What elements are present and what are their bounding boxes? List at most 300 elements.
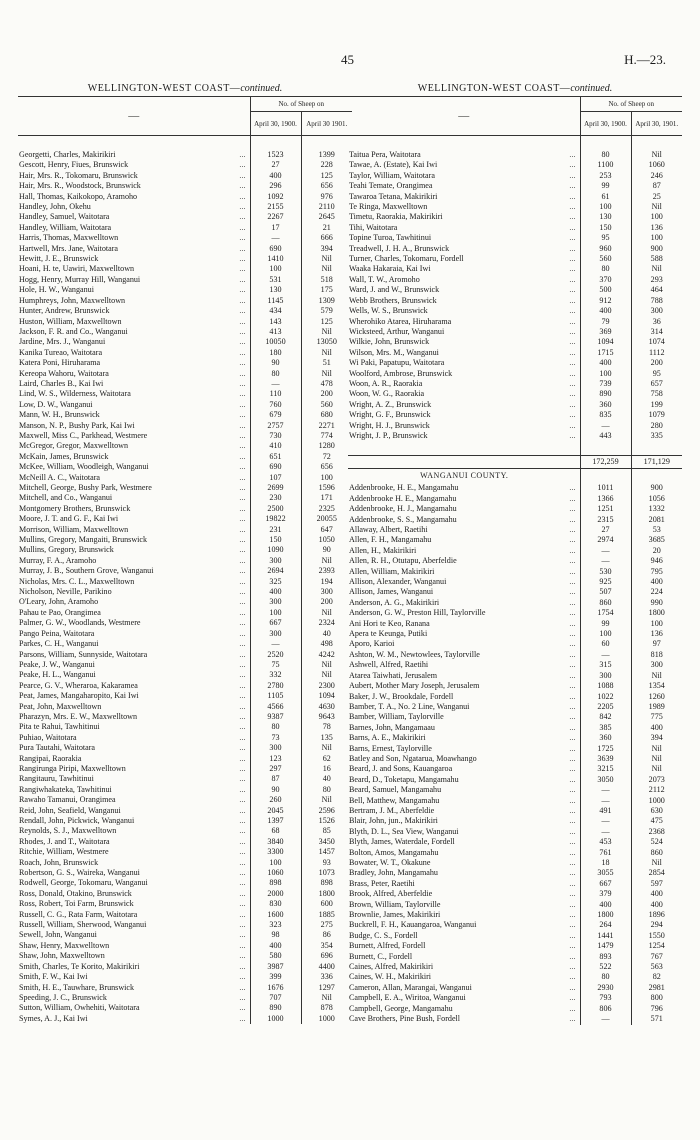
leader-dots: ... <box>569 660 576 670</box>
left-header-1901: April 30 1901. <box>301 112 352 136</box>
table-row <box>348 993 682 1003</box>
sheep-1901: 2596 <box>301 806 352 816</box>
table-row <box>18 650 352 660</box>
leader-dots: ... <box>569 701 576 711</box>
leader-dots: ... <box>239 868 246 878</box>
leader-dots: ... <box>239 337 246 347</box>
leader-dots: ... <box>569 962 576 972</box>
holder-name: Handley, William, Waitotara ... <box>18 223 250 233</box>
sheep-1901: 36 <box>631 317 682 327</box>
sheep-1901: Nil <box>301 795 352 805</box>
holder-name: Tihi, Waitotara ... <box>348 223 580 233</box>
sheep-1901: 1060 <box>631 160 682 170</box>
table-row <box>348 494 682 504</box>
sheep-1901: 464 <box>631 285 682 295</box>
sheep-1900: 400 <box>580 306 631 316</box>
holder-name: Ashwell, Alfred, Raetihi ... <box>348 660 580 670</box>
holder-name: Buckrell, F. H., Kauangaroa, Wanganui ... <box>348 920 580 930</box>
leader-dots: ... <box>239 202 246 212</box>
sheep-1900: 2155 <box>250 202 301 212</box>
sheep-1900: 360 <box>580 400 631 410</box>
table-row <box>348 535 682 545</box>
table-row <box>348 983 682 993</box>
table-row <box>18 785 352 795</box>
table-row <box>348 889 682 899</box>
leader-dots: ... <box>239 274 246 284</box>
table-row <box>18 452 352 462</box>
holder-name: Russell, C. G., Rata Farm, Waitotara ... <box>18 910 250 920</box>
leader-dots: ... <box>239 826 246 836</box>
holder-name: Aporo, Karioi ... <box>348 639 580 649</box>
table-row <box>18 702 352 712</box>
sheep-1900: 18 <box>580 858 631 868</box>
leader-dots: ... <box>569 295 576 305</box>
sheep-1900: 1092 <box>250 192 301 202</box>
right-header-1901: April 30, 1901. <box>631 112 682 136</box>
leader-dots: ... <box>569 410 576 420</box>
leader-dots: ... <box>569 358 576 368</box>
sheep-1901: 86 <box>301 930 352 940</box>
holder-name: Wright, G. F., Brunswick ... <box>348 410 580 420</box>
sheep-1901: 680 <box>301 410 352 420</box>
sheep-1900: 253 <box>580 171 631 181</box>
sheep-1901: 1896 <box>631 910 682 920</box>
leader-dots: ... <box>239 940 246 950</box>
table-row <box>18 910 352 920</box>
sheep-1901: 394 <box>631 733 682 743</box>
table-row <box>348 306 682 316</box>
table-row <box>18 660 352 670</box>
sheep-1900: 1676 <box>250 983 301 993</box>
table-row <box>348 275 682 285</box>
leader-dots: ... <box>239 732 246 742</box>
leader-dots: ... <box>569 577 576 587</box>
sheep-1900: 369 <box>580 327 631 337</box>
sheep-1901: 400 <box>631 900 682 910</box>
leader-dots: ... <box>239 701 246 711</box>
sheep-1901: Nil <box>631 744 682 754</box>
holder-name: Peake, H. L., Wanganui ... <box>18 670 250 680</box>
sheep-1900: 260 <box>250 795 301 805</box>
holder-name: Campbell, George, Mangamahu ... <box>348 1004 580 1014</box>
sheep-1900: 95 <box>580 233 631 243</box>
leader-dots: ... <box>569 587 576 597</box>
leader-dots: ... <box>569 878 576 888</box>
table-row <box>348 525 682 535</box>
holder-name: Bell, Matthew, Mangamahu ... <box>348 796 580 806</box>
right-column-title: WELLINGTON-WEST COAST—continued. <box>417 83 613 94</box>
sheep-1901: 100 <box>301 473 352 483</box>
leader-dots: ... <box>239 774 246 784</box>
sheep-1900: 150 <box>250 535 301 545</box>
table-row <box>348 327 682 337</box>
holder-name: Wall, T. W., Aromoho ... <box>348 275 580 285</box>
leader-dots: ... <box>239 878 246 888</box>
table-row <box>348 379 682 389</box>
table-row <box>348 733 682 743</box>
left-header-1900: April 30, 1900. <box>250 112 301 136</box>
table-row <box>18 202 352 212</box>
total-1901: 171,129 <box>631 456 682 469</box>
sheep-1900: 297 <box>250 764 301 774</box>
sheep-1900: 1060 <box>250 868 301 878</box>
sheep-1900: 27 <box>250 160 301 170</box>
holder-name: Pharazyn, Mrs. E. W., Maxwelltown ... <box>18 712 250 722</box>
sheep-1901: Nil <box>631 671 682 681</box>
sheep-1900: 1800 <box>580 910 631 920</box>
sheep-1900: 1600 <box>250 910 301 920</box>
holder-name: Bamber, William, Taylorville ... <box>348 712 580 722</box>
holder-name: Pearce, G. V., Wheraroa, Kakaramea ... <box>18 681 250 691</box>
table-row <box>348 431 682 441</box>
leader-dots: ... <box>569 306 576 316</box>
sheep-1901: 62 <box>301 754 352 764</box>
holder-name: Hoani, H. te, Uawiri, Maxwelltown ... <box>18 264 250 274</box>
sheep-1900: 100 <box>580 202 631 212</box>
total-row <box>348 456 682 469</box>
holder-name: Bamber, T. A., No. 2 Line, Wanganui ... <box>348 702 580 712</box>
sheep-1901: 800 <box>631 993 682 1003</box>
leader-dots: ... <box>569 347 576 357</box>
leader-dots: ... <box>569 733 576 743</box>
sheep-1901: 9643 <box>301 712 352 722</box>
table-row <box>348 629 682 639</box>
holder-name: Kanika Tureao, Waitotara ... <box>18 348 250 358</box>
sheep-1900: 130 <box>580 212 631 222</box>
sheep-1901: 1885 <box>301 910 352 920</box>
sheep-1900: 385 <box>580 723 631 733</box>
leader-dots: ... <box>569 514 576 524</box>
holder-name: Huston, William, Maxwelltown ... <box>18 317 250 327</box>
leader-dots: ... <box>239 836 246 846</box>
table-row <box>18 473 352 483</box>
holder-name: Blyth, James, Waterdale, Fordell ... <box>348 837 580 847</box>
sheep-1901: Nil <box>301 254 352 264</box>
sheep-1900: 1094 <box>580 337 631 347</box>
sheep-1900: 300 <box>250 743 301 753</box>
table-row <box>18 296 352 306</box>
sheep-1901: 2081 <box>631 515 682 525</box>
holder-name: Brownlie, James, Makirikiri ... <box>348 910 580 920</box>
leader-dots: ... <box>569 545 576 555</box>
table-row <box>348 827 682 837</box>
table-row <box>348 254 682 264</box>
holder-name: Taylor, William, Waitotara ... <box>348 171 580 181</box>
sheep-1900: 400 <box>250 941 301 951</box>
sheep-1901: Nil <box>631 264 682 274</box>
leader-dots: ... <box>569 368 576 378</box>
sheep-1900: 3639 <box>580 754 631 764</box>
table-row <box>18 983 352 993</box>
holder-name: Wilson, Mrs. M., Wanganui ... <box>348 348 580 358</box>
table-row <box>18 545 352 555</box>
table-row <box>18 556 352 566</box>
sheep-1901: Nil <box>301 264 352 274</box>
sheep-1900: — <box>580 1014 631 1024</box>
sheep-1900: 1090 <box>250 545 301 555</box>
sheep-1900: 99 <box>580 181 631 191</box>
table-row <box>18 920 352 930</box>
leader-dots: ... <box>239 170 246 180</box>
table-row <box>18 941 352 951</box>
table-row <box>348 848 682 858</box>
leader-dots: ... <box>239 472 246 482</box>
sheep-1901: 788 <box>631 296 682 306</box>
holder-name: Georgetti, Charles, Makirikiri ... <box>18 150 250 160</box>
sheep-1900: 143 <box>250 317 301 327</box>
holder-name: Blair, John, jun., Makirikiri ... <box>348 816 580 826</box>
sheep-1900: 1088 <box>580 681 631 691</box>
leader-dots: ... <box>239 493 246 503</box>
sheep-1900: 522 <box>580 962 631 972</box>
holder-name: Barns, A. E., Makirikiri ... <box>348 733 580 743</box>
table-row <box>348 181 682 191</box>
table-row <box>18 774 352 784</box>
leader-dots: ... <box>569 920 576 930</box>
sheep-1900: 399 <box>250 972 301 982</box>
holder-name: Russell, William, Sherwood, Wanganui ... <box>18 920 250 930</box>
table-row <box>348 692 682 702</box>
leader-dots: ... <box>569 254 576 264</box>
sheep-1901: 300 <box>631 660 682 670</box>
holder-name: Pahau te Pao, Orangimea ... <box>18 608 250 618</box>
sheep-1900: 1022 <box>580 692 631 702</box>
holder-name: Ani Hori te Keo, Ranana ... <box>348 619 580 629</box>
table-row <box>348 317 682 327</box>
holder-name: Low, D. W., Wanganui ... <box>18 400 250 410</box>
holder-name: Bradley, John, Mangamahu ... <box>348 868 580 878</box>
sheep-1900: 61 <box>580 192 631 202</box>
holder-name: Mitchell, and Co., Wanganui ... <box>18 493 250 503</box>
table-row <box>18 306 352 316</box>
sheep-1901: 95 <box>631 369 682 379</box>
leader-dots: ... <box>239 326 246 336</box>
sheep-1901: 294 <box>631 920 682 930</box>
holder-name: McKain, James, Brunswick ... <box>18 452 250 462</box>
sheep-1901: 900 <box>631 483 682 493</box>
holder-name: Smith, F. W., Kai Iwi ... <box>18 972 250 982</box>
holder-name: Tawaroa Tetana, Makirikiri ... <box>348 192 580 202</box>
sheep-1900: 400 <box>580 900 631 910</box>
holder-name: Beard, D., Toketapu, Mangamahu ... <box>348 775 580 785</box>
table-row <box>348 598 682 608</box>
leader-dots: ... <box>239 597 246 607</box>
leader-dots: ... <box>239 930 246 940</box>
page-number: 45 <box>341 52 354 67</box>
holder-name: Anderson, G. W., Preston Hill, Taylorville ... <box>348 608 580 618</box>
table-row <box>18 826 352 836</box>
sheep-1900: 434 <box>250 306 301 316</box>
total-1900: 172,259 <box>580 456 631 469</box>
sheep-1900: 2315 <box>580 515 631 525</box>
table-row <box>18 410 352 420</box>
holder-name: Roach, John, Brunswick ... <box>18 858 250 868</box>
holder-name: Laird, Charles B., Kai Iwi ... <box>18 379 250 389</box>
table-row <box>348 962 682 972</box>
table-row <box>18 223 352 233</box>
leader-dots: ... <box>569 639 576 649</box>
table-row <box>18 400 352 410</box>
sheep-1900: 1105 <box>250 691 301 701</box>
holder-name: Te Ringa, Maxwelltown ... <box>348 202 580 212</box>
holder-name: Woon, W. G., Raorakia ... <box>348 389 580 399</box>
holder-name: Harris, Thomas, Maxwelltown ... <box>18 233 250 243</box>
left-column-title: WELLINGTON-WEST COAST—continued. <box>87 83 283 94</box>
sheep-1901: 200 <box>631 358 682 368</box>
holder-name: Handley, John, Okehu ... <box>18 202 250 212</box>
sheep-1900: — <box>250 379 301 389</box>
holder-name: Nicholas, Mrs. C. L., Maxwelltown ... <box>18 577 250 587</box>
sheep-1901: 758 <box>631 389 682 399</box>
right-group-header: No. of Sheep on <box>580 97 682 112</box>
table-row <box>18 504 352 514</box>
leader-dots: ... <box>239 909 246 919</box>
table-row <box>18 358 352 368</box>
leader-dots: ... <box>239 743 246 753</box>
sheep-1900: 100 <box>250 608 301 618</box>
holder-name: Speeding, J. C., Brunswick ... <box>18 993 250 1003</box>
table-row <box>18 317 352 327</box>
sheep-1900: — <box>580 816 631 826</box>
leader-dots: ... <box>239 816 246 825</box>
holder-name: Allen, R. H., Otutapu, Aberfeldie ... <box>348 556 580 566</box>
sheep-1901: 2110 <box>301 202 352 212</box>
holder-name: Robertson, G. S., Waireka, Wanganui ... <box>18 868 250 878</box>
sheep-1901: 2368 <box>631 827 682 837</box>
sheep-1901: 4242 <box>301 650 352 660</box>
leader-dots: ... <box>239 389 246 399</box>
sheep-1901: 1112 <box>631 348 682 358</box>
leader-dots: ... <box>239 243 246 253</box>
holder-name: Sutton, William, Owhehiti, Waitotara ... <box>18 1003 250 1013</box>
holder-name: Murray, J. B., Southern Grove, Wanganui ... <box>18 566 250 576</box>
leader-dots: ... <box>239 576 246 586</box>
table-row <box>18 379 352 389</box>
leader-dots: ... <box>569 160 576 170</box>
sheep-1900: 580 <box>250 951 301 961</box>
holder-name: Wright, H. J., Brunswick ... <box>348 421 580 431</box>
holder-name: Brook, Alfred, Aberfeldie ... <box>348 889 580 899</box>
sheep-1900: 443 <box>580 431 631 441</box>
table-row <box>348 400 682 410</box>
table-row <box>348 337 682 347</box>
table-row <box>18 597 352 607</box>
sheep-1901: 1074 <box>631 337 682 347</box>
holder-name: Wright, A. Z., Brunswick ... <box>348 400 580 410</box>
sheep-1900: 651 <box>250 452 301 462</box>
sheep-1901: 82 <box>631 972 682 982</box>
table-row <box>18 421 352 431</box>
holder-name: Burnett, Alfred, Fordell ... <box>348 941 580 951</box>
holder-name: Smith, Charles, Te Korito, Makirikiri ... <box>18 962 250 972</box>
table-row <box>18 618 352 628</box>
sheep-1900: 890 <box>250 1003 301 1013</box>
leader-dots: ... <box>239 316 246 326</box>
table-row <box>348 660 682 670</box>
leader-dots: ... <box>569 285 576 295</box>
leader-dots: ... <box>239 972 246 982</box>
leader-dots: ... <box>569 1014 576 1024</box>
sheep-1901: 2645 <box>301 212 352 222</box>
sheep-1900: 90 <box>250 785 301 795</box>
holder-name: Hole, H. W., Wanganui ... <box>18 285 250 295</box>
table-row <box>348 264 682 274</box>
table-row <box>18 1003 352 1013</box>
sheep-1901: 795 <box>631 567 682 577</box>
sheep-1901: 80 <box>301 785 352 795</box>
table-row <box>18 837 352 847</box>
leader-dots: ... <box>569 420 576 430</box>
leader-dots: ... <box>239 618 246 628</box>
table-row <box>18 285 352 295</box>
sheep-1900: 60 <box>580 639 631 649</box>
leader-dots: ... <box>569 712 576 722</box>
sheep-1901: 657 <box>631 379 682 389</box>
sheep-1900: 264 <box>580 920 631 930</box>
holder-name: Rhodes, J. and T., Waitotara ... <box>18 837 250 847</box>
holder-name: Peat, John, Maxwelltown ... <box>18 702 250 712</box>
table-row <box>348 723 682 733</box>
sheep-1901: 354 <box>301 941 352 951</box>
holder-name: Morrison, William, Maxwelltown ... <box>18 525 250 535</box>
leader-dots: ... <box>239 545 246 555</box>
holder-name: Caines, Alfred, Makirikiri ... <box>348 962 580 972</box>
sheep-1901: 16 <box>301 764 352 774</box>
holder-name: Rangipai, Raorakia ... <box>18 754 250 764</box>
holder-name: O'Leary, John, Aramoho ... <box>18 597 250 607</box>
leader-dots: ... <box>239 295 246 305</box>
table-row <box>18 192 352 202</box>
sheep-1900: 830 <box>250 899 301 909</box>
sheep-1900: 793 <box>580 993 631 1003</box>
sheep-1900: 500 <box>580 285 631 295</box>
leader-dots: ... <box>239 795 246 805</box>
leader-dots: ... <box>239 535 246 545</box>
leader-dots: ... <box>569 202 576 212</box>
table-row <box>18 639 352 649</box>
holder-name: Ward, J. and W., Brunswick ... <box>348 285 580 295</box>
sheep-1900: 760 <box>250 400 301 410</box>
sheep-1901: 93 <box>301 858 352 868</box>
leader-dots: ... <box>239 1013 246 1023</box>
holder-name: Nicholson, Neville, Parikino ... <box>18 587 250 597</box>
sheep-1901: 194 <box>301 577 352 587</box>
table-row <box>348 712 682 722</box>
holder-name: Parkes, C. H., Wanganui ... <box>18 639 250 649</box>
sheep-1901: 293 <box>631 275 682 285</box>
sheep-1900: 667 <box>580 879 631 889</box>
sheep-1901: 2393 <box>301 566 352 576</box>
sheep-1900: 80 <box>580 150 631 160</box>
leader-dots: ... <box>569 753 576 763</box>
holder-name: Ross, Donald, Otakino, Brunswick ... <box>18 889 250 899</box>
sheep-1901: 199 <box>631 400 682 410</box>
sheep-1901: 4630 <box>301 702 352 712</box>
table-row <box>348 639 682 649</box>
sheep-1901: 696 <box>301 951 352 961</box>
table-row <box>18 577 352 587</box>
leader-dots: ... <box>239 191 246 201</box>
leader-dots: ... <box>569 378 576 388</box>
holder-name: Hair, Mrs. R., Tokomaru, Brunswick ... <box>18 171 250 181</box>
sheep-1901: 1079 <box>631 410 682 420</box>
table-row <box>18 816 352 826</box>
leader-dots: ... <box>239 628 246 638</box>
sheep-1900: 10050 <box>250 337 301 347</box>
sheep-1900: 90 <box>250 358 301 368</box>
holder-name: Turner, Charles, Tokomaru, Fordell ... <box>348 254 580 264</box>
sheep-1901: Nil <box>301 327 352 337</box>
